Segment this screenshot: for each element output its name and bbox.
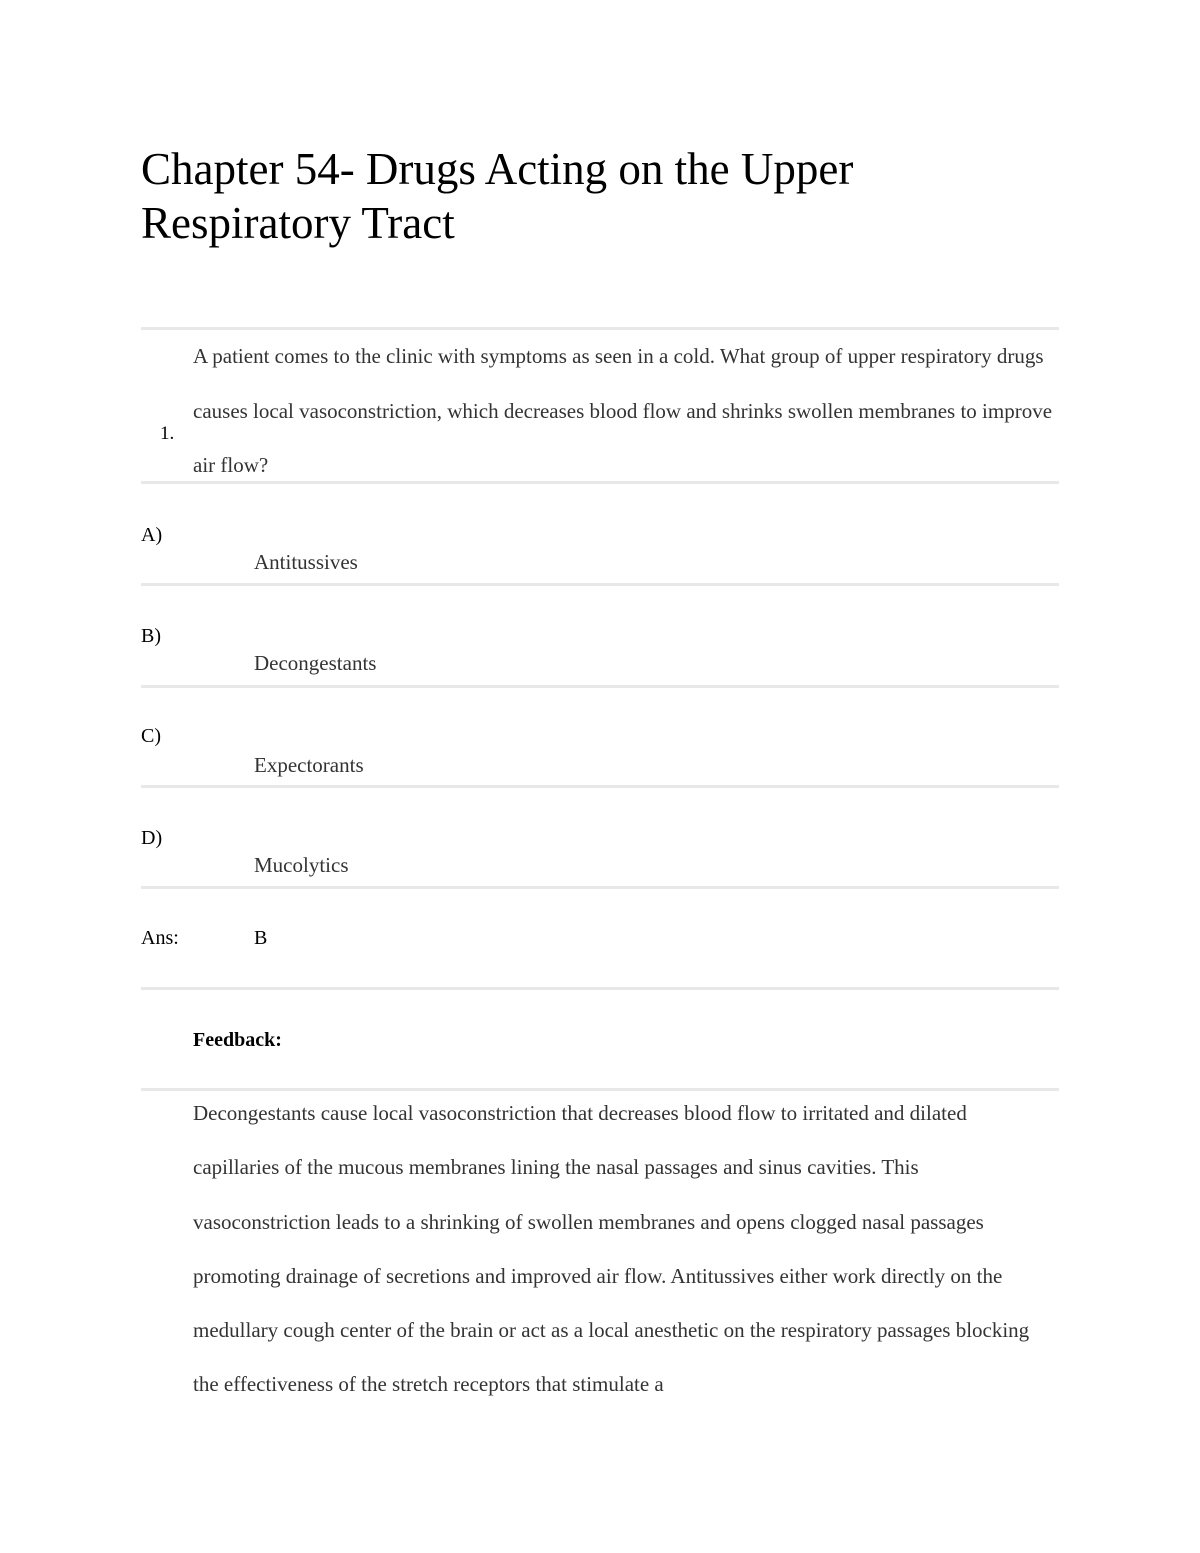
page-title: Chapter 54- Drugs Acting on the Upper Respiratory Tract: [141, 144, 854, 248]
feedback-heading: Feedback:: [193, 1029, 282, 1051]
divider: [141, 481, 1059, 484]
feedback-text: Decongestants cause local vasoconstriction that decreases blood flow to irritated and dilated capillaries of the mucous membranes lining the nasal passages and sinus cavities. This vasoconstriction leads to a shrinking of swollen membranes and opens clogged nasal passages promoting drainage of secretions and improved air flow. Antitussives either work directly on the medullary cough center of the brain or act as a local anesthetic on the respiratory passages blocking the effectiveness of the stretch receptors that stimulate a: [193, 1101, 1030, 1397]
option-c-letter: C): [141, 725, 161, 747]
answer-label: Ans:: [141, 927, 179, 949]
question-number: 1.: [160, 423, 175, 444]
divider: [141, 886, 1059, 889]
option-c-text: Expectorants: [254, 753, 364, 777]
option-a-text: Antitussives: [254, 550, 358, 574]
option-d-letter: D): [141, 827, 163, 849]
option-b-letter: B): [141, 625, 161, 647]
divider: [141, 987, 1059, 990]
answer-value: B: [254, 927, 268, 949]
divider: [141, 785, 1059, 788]
question-text: A patient comes to the clinic with symptoms as seen in a cold. What group of upper respiratory drugs causes local vasoconstriction, which decreases blood flow and shrinks swollen membranes to improve air flow?: [193, 344, 1053, 477]
divider: [141, 685, 1059, 688]
divider: [141, 583, 1059, 586]
option-b-text: Decongestants: [254, 651, 377, 675]
option-d-text: Mucolytics: [254, 853, 349, 877]
option-a-letter: A): [141, 524, 163, 546]
